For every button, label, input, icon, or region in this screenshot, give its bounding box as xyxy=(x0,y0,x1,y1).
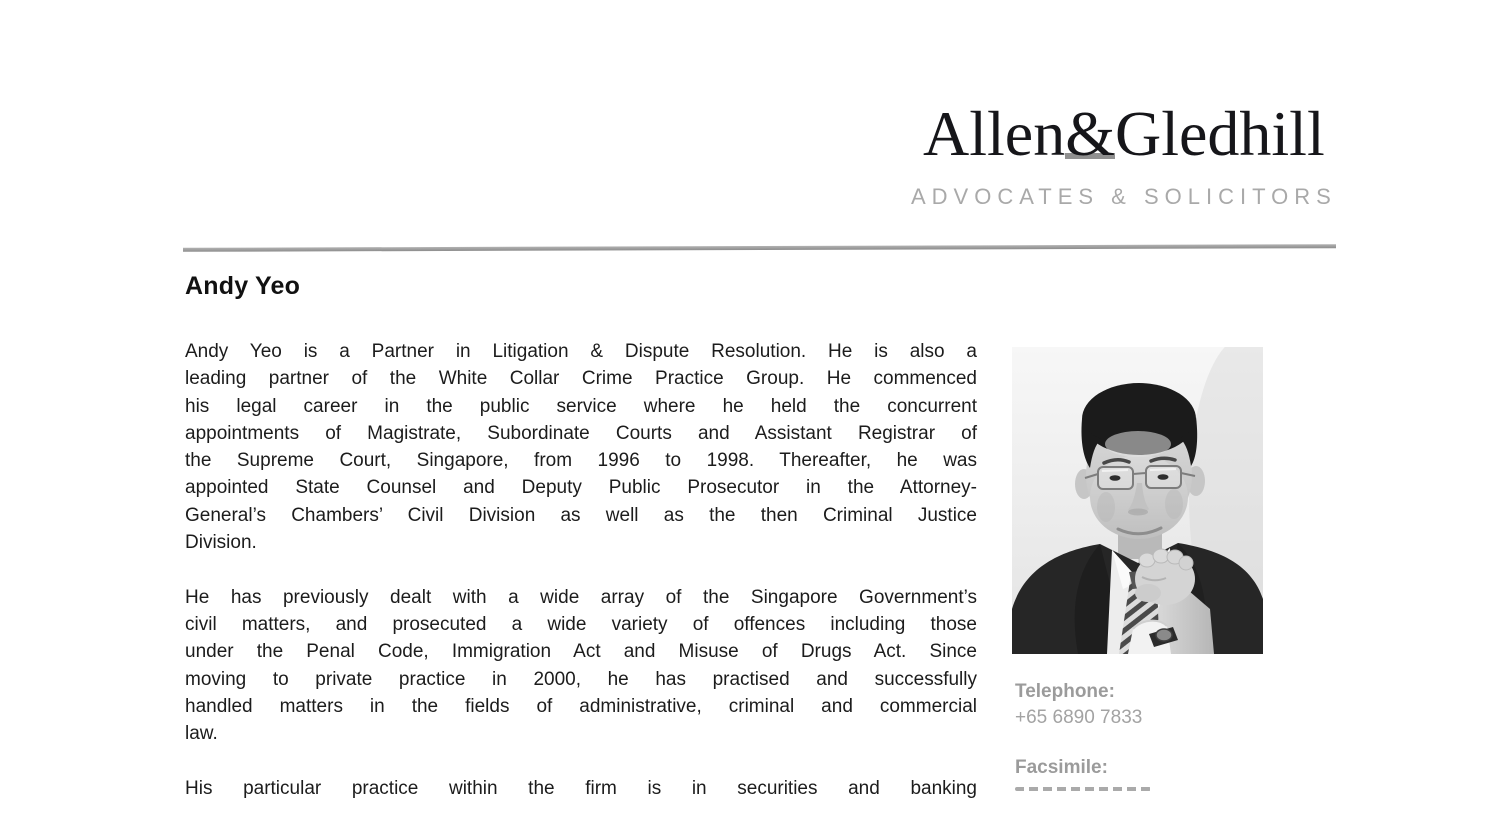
bio-line: his legal career in the public service where he held the concurrent xyxy=(185,395,977,417)
facsimile-value-clipped xyxy=(1015,787,1151,791)
header-divider-rule xyxy=(183,244,1336,252)
biography-text xyxy=(185,338,977,829)
bio-paragraph-1 xyxy=(185,338,977,556)
bio-line: He has previously dealt with a wide array of the Singapore Government’s xyxy=(185,586,977,608)
profile-photo xyxy=(1012,347,1263,654)
contact-details xyxy=(1015,679,1295,791)
contact-spacer xyxy=(1015,731,1295,755)
bio-line: Division. xyxy=(185,532,257,554)
facsimile-label: Facsimile: xyxy=(1015,757,1108,778)
page-title: Andy Yeo xyxy=(185,272,301,300)
bio-line: Andy Yeo is a Partner in Litigation & Dispute Resolution. He is also a xyxy=(185,341,977,362)
bio-line: appointed State Counsel and Deputy Public Prosecutor in the Attorney- xyxy=(185,477,977,499)
bio-line: law. xyxy=(185,723,218,745)
bio-line: under the Penal Code, Immigration Act and Misuse of Drugs Act. Since xyxy=(185,641,977,663)
telephone-value: +65 6890 7833 xyxy=(1015,707,1143,728)
firm-tagline: ADVOCATES & SOLICITORS xyxy=(911,184,1337,209)
bio-line: the Supreme Court, Singapore, from 1996 to 1998. Thereafter, he was xyxy=(185,450,977,472)
bio-line: moving to private practice in 2000, he has practised and successfully xyxy=(185,668,977,690)
telephone-label: Telephone: xyxy=(1015,681,1115,702)
bio-line: civil matters, and prosecuted a wide variety of offences including those xyxy=(185,613,977,635)
bio-line: appointments of Magistrate, Subordinate Courts and Assistant Registrar of xyxy=(185,422,977,444)
bio-line: General’s Chambers’ Civil Division as well as the then Criminal Justice xyxy=(185,504,977,526)
bio-line: handled matters in the fields of administrative, criminal and commercial xyxy=(185,695,977,717)
bio-line: His particular practice within the firm is in securities and banking xyxy=(185,777,977,799)
bio-line: leading partner of the White Collar Crime Practice Group. He commenced xyxy=(185,368,977,390)
firm-logo: Allen&Gledhill xyxy=(923,98,1325,169)
bio-paragraph-2 xyxy=(185,584,977,748)
bio-paragraph-3 xyxy=(185,775,977,802)
